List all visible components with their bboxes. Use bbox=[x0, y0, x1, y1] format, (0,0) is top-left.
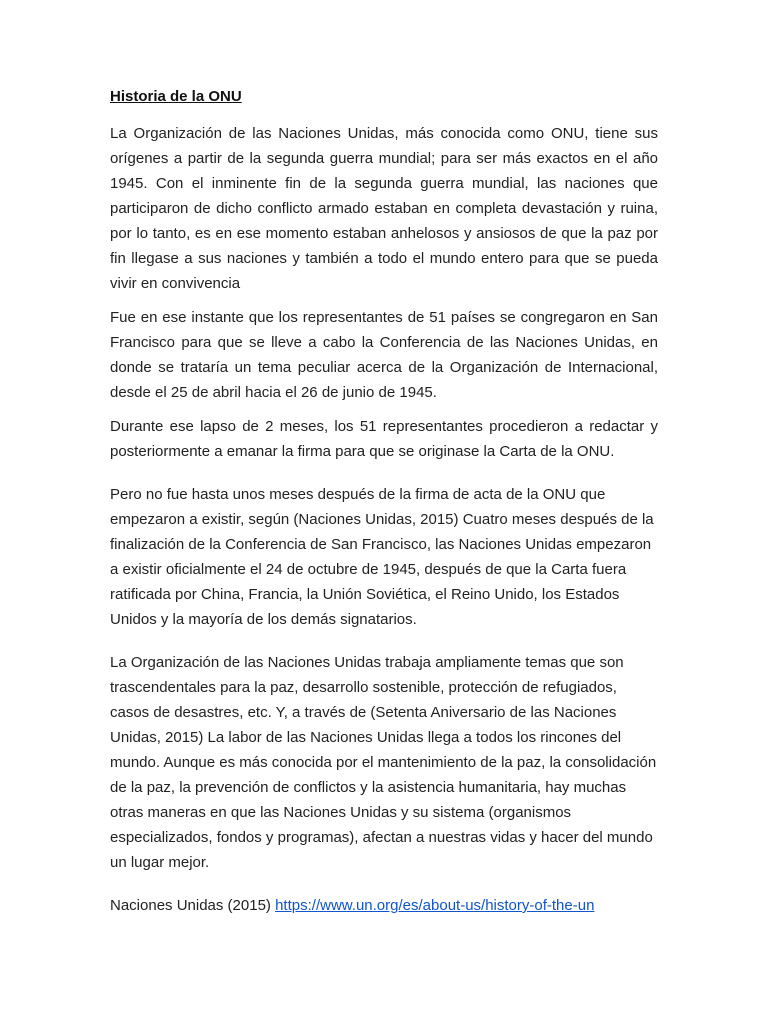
document-body bbox=[110, 84, 658, 927]
paragraph-origins: La Organización de las Naciones Unidas, más conocida como ONU, tiene sus orígenes a partir de la segunda guerra mundial; para ser más exactos en el año 1945. Con el inminente fin de la segunda guerra mundial, las naciones que participaron de dicho conflicto armado estaban en completa devastación y ruina, por lo tanto, es en ese momento estaban anhelosos y ansiosos de que la paz por fin llegase a sus naciones y también a todo el mundo entero para que se pueda vivir en convivencia bbox=[110, 125, 658, 292]
document-title: Historia de la ONU bbox=[110, 88, 242, 105]
reference-line bbox=[110, 893, 658, 918]
reference-link[interactable]: https://www.un.org/es/about-us/history-of-the-un bbox=[275, 897, 595, 914]
paragraph-charter: Durante ese lapso de 2 meses, los 51 representantes procedieron a redactar y posteriormente a emanar la firma para que se originase la Carta de la ONU. bbox=[110, 418, 658, 460]
paragraph-founding: Pero no fue hasta unos meses después de la firma de acta de la ONU que empezaron a existir, según (Naciones Unidas, 2015) Cuatro meses después de la finalización de la Conferencia de San Francisco, las Naciones Unidas empezaron a existir oficialmente el 24 de octubre de 1945, después de que la Carta fuera ratificada por China, Francia, la Unión Soviética, el Reino Unido, los Estados Unidos y la mayoría de los demás signatarios. bbox=[110, 486, 654, 628]
paragraph-conference: Fue en ese instante que los representantes de 51 países se congregaron en San Francisco para que se lleve a cabo la Conferencia de las Naciones Unidas, en donde se trataría un tema peculiar acerca de la Organización de Internacional, desde el 25 de abril hacia el 26 de junio de 1945. bbox=[110, 309, 658, 401]
paragraph-work: La Organización de las Naciones Unidas trabaja ampliamente temas que son trascendentales para la paz, desarrollo sostenible, protección de refugiados, casos de desastres, etc. Y, a través de (Setenta Aniversario de las Naciones Unidas, 2015) La labor de las Naciones Unidas llega a todos los rincones del mundo. Aunque es más conocida por el mantenimiento de la paz, la consolidación de la paz, la prevención de conflictos y la asistencia humanitaria, hay muchas otras maneras en que las Naciones Unidas y su sistema (organismos especializados, fondos y programas), afectan a nuestras vidas y hacer del mundo un lugar mejor. bbox=[110, 654, 657, 871]
reference-label: Naciones Unidas (2015) bbox=[110, 897, 271, 914]
